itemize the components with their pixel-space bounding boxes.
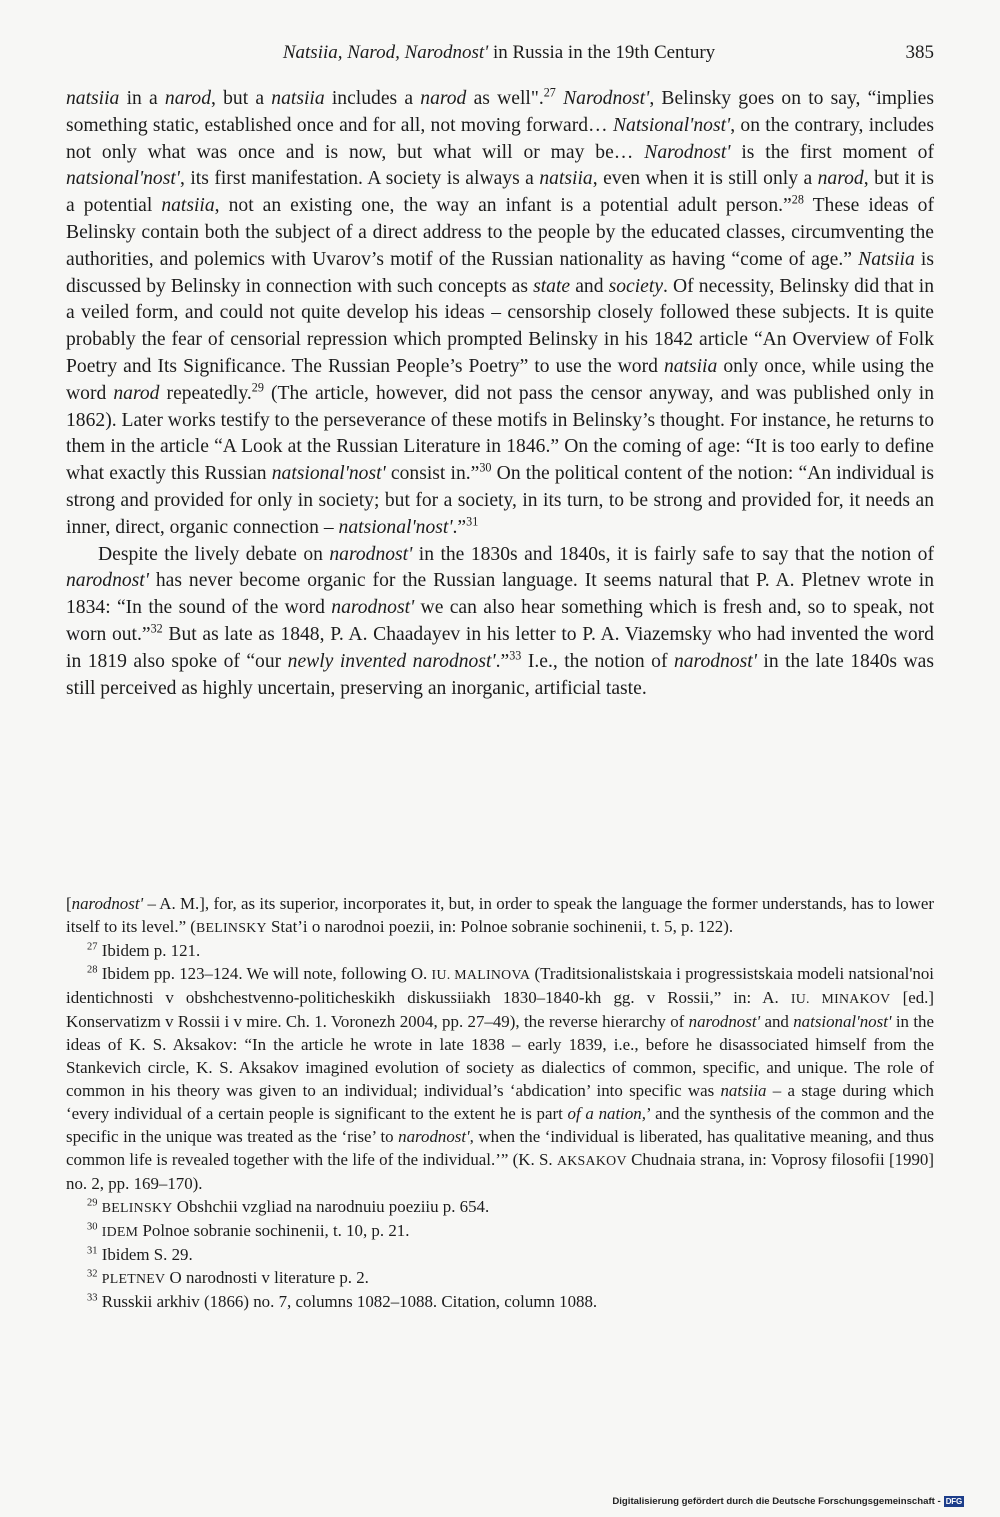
italic-term: narodnost' [66, 570, 149, 592]
digitization-credit [612, 1496, 964, 1507]
italic-term: natsional'nost' [338, 516, 453, 538]
footnote-continuation [66, 892, 934, 939]
text-run: is the first moment of [730, 141, 934, 163]
text-run: Ibidem pp. 123–124. We will note, following O. [97, 964, 432, 983]
italic-term: state [533, 275, 571, 297]
footnote-ref: 31 [466, 514, 479, 529]
text-run: , but it is a potential [66, 168, 935, 217]
italic-term: natsiia [66, 88, 120, 109]
footnote-ref: 29 [251, 380, 264, 395]
italic-term: narodnost' [673, 650, 757, 672]
running-title-rest: in Russia in the 19th Century [488, 42, 716, 63]
author-name: PLETNEV [101, 1271, 166, 1286]
italic-term: narodnost' [398, 1127, 470, 1146]
italic-term: Natsional'nost' [612, 114, 731, 136]
italic-term: narod [164, 88, 212, 109]
text-run: (The article, however, did not pass the censor anyway, and was published only in 1862). Later works testify to the perseverance of these motifs in Belinsky’s thought. For instance, he returns to them in the article “A Look at the Russian Literature in 1846.” On the coming of age: “It is too early to define what exactly this Russian [66, 382, 934, 485]
text-run: includes a [324, 88, 421, 109]
running-header [62, 40, 936, 70]
italic-term: society [608, 275, 664, 297]
italic-term: natsional'nost' [793, 1012, 892, 1031]
text-run [556, 88, 563, 109]
footnotes [66, 892, 934, 1313]
italic-term: natsiia [663, 355, 718, 377]
italic-term: natsiia [271, 88, 325, 109]
footnote-ref: 27 [87, 941, 98, 953]
text-run: in the late 1840s was still perceived as highly uncertain, preserving an inorganic, artificial taste. [66, 650, 934, 699]
text-run: consist in.” [385, 463, 480, 485]
text-run: , not an existing one, the way an infant is a potential adult person.” [214, 195, 792, 217]
text-run: . Of necessity, Belinsky did that in a veiled form, and could not quite develop his ideas – censorship closely followed these subjects. It is quite probably the fear of censorial repression which prompted Belinsky in his 1842 article “An Overview of Folk Poetry and Its Significance. The Russian People’s Poetry” to use the word [66, 275, 934, 377]
footnote-30 [66, 1219, 934, 1243]
footnote-ref: 27 [543, 85, 556, 100]
author-name: IDEM [101, 1224, 139, 1239]
italic-term: natsiia [161, 195, 215, 217]
text-run: repeatedly. [159, 382, 252, 404]
text-run: But as late as 1848, P. A. Chaadayev in his letter to P. A. Viazemsky who had invented the word in 1819 also spoke of “our [66, 623, 934, 672]
footnote-ref: 33 [87, 1292, 98, 1304]
page-number: 385 [905, 42, 934, 63]
text-run: Despite the lively debate on [98, 543, 330, 565]
footnote-29 [66, 1195, 934, 1219]
text-run: On the political content of the notion: “An individual is strong and provided for only in society; but for a society, in its turn, to be strong and provided for, it needs an inner, direct, organic connection – [66, 463, 934, 538]
paragraph [66, 542, 934, 703]
footnote-ref: 30 [87, 1221, 98, 1233]
author-name: BELINSKY [195, 920, 267, 935]
footnote-ref: 32 [150, 621, 163, 636]
footnote-27 [66, 939, 934, 962]
text-run: , its first manifestation. A society is always a [179, 168, 540, 190]
footnote-32 [66, 1266, 934, 1290]
text-run: – a stage during which ‘every individual of a certain people is significant to the extent he is part [66, 1081, 934, 1123]
text-run: as well". [466, 88, 544, 109]
text-run: .” [495, 650, 510, 672]
text-run: Ibidem p. 121. [97, 941, 201, 960]
footnote-28 [66, 962, 934, 1195]
italic-term: natsional'nost' [66, 168, 180, 190]
text-run: , but a [211, 88, 272, 109]
text-run: and [570, 275, 609, 297]
author-name: BELINSKY [101, 1200, 173, 1215]
italic-term: natsional'nost' [271, 463, 386, 485]
text-run: Chudnaia strana, in: Voprosy filosofii [1990] no. 2, pp. 169–170). [66, 1150, 934, 1193]
text-run: , Belinsky goes on to say, “implies something static, established once and for all, not moving forward… [66, 88, 935, 136]
text-run: O narodnosti v literature p. 2. [165, 1268, 369, 1287]
text-run: – A. M.], for, as its superior, incorporates it, but, in order to speak the language the former understands, has to lower itself to its level.” ( [66, 894, 934, 936]
running-title-italic: Natsiia, Narod, Narodnost' [282, 42, 489, 63]
text-run: .” [452, 516, 467, 538]
footnote-ref: 29 [87, 1197, 98, 1209]
text-run: , when the ‘individual is liberated, has qualitative meaning, and thus common life is revealed together with the life of the individual.’” (K. S. [66, 1127, 934, 1169]
text-run: we can also hear something which is fresh and, so to speak, not worn out.” [66, 597, 935, 645]
italic-term: narodnost' [329, 543, 413, 565]
text-run: These ideas of Belinsky contain both the subject of a direct address to the people by the educated classes, circumventing the authorities, and polemics with Uvarov’s motif of the Russian nationality as having “come of age.” [66, 195, 934, 270]
author-name: IU. MALINOVA [431, 967, 531, 982]
text-run: Ibidem S. 29. [97, 1245, 193, 1264]
text-run: only once, while using the word [66, 355, 934, 404]
italic-term: narodnost' [688, 1012, 761, 1031]
italic-term: narod [817, 168, 864, 190]
main-text [66, 86, 934, 702]
running-title [62, 42, 936, 64]
dfg-logo-icon: DFG [945, 1497, 962, 1506]
text-run: in a [119, 88, 165, 109]
paragraph [66, 86, 934, 542]
italic-term: narod [420, 88, 467, 109]
italic-term: natsiia [720, 1081, 767, 1100]
italic-term: of a nation, [567, 1104, 646, 1123]
italic-term: narodnost' [331, 597, 415, 619]
text-run: (Traditsionalistskaia i progressistskaia modeli natsional'noi identichnosti v obshchestvenno-politicheskikh diskussiiakh 1830–1840-kh gg. v Rossii,” in: A. [66, 964, 934, 1007]
author-name: IU. MINAKOV [790, 991, 891, 1006]
footnote-ref: 30 [479, 460, 492, 475]
text-run: ’ and the synthesis of the common and the specific in the unique was treated as the ‘rise’ to [66, 1104, 935, 1146]
credit-text: Digitalisierung gefördert durch die Deutsche Forschungsgemeinschaft - [612, 1496, 941, 1507]
text-run: Polnoe sobranie sochinenii, t. 10, p. 21. [138, 1221, 410, 1240]
text-run: Russkii arkhiv (1866) no. 7, columns 1082–1088. Citation, column 1088. [97, 1292, 598, 1311]
italic-term: natsiia [539, 168, 593, 190]
footnote-ref: 28 [87, 964, 98, 976]
footnote-ref: 31 [87, 1245, 98, 1257]
text-run: , on the contrary, includes not only what was once and is now, but what will or may be… [66, 114, 934, 163]
text-run: [ed.] Konservatizm v Rossii i v mire. Ch. 1. Voronezh 2004, pp. 27–49), the reverse hierarchy of [66, 988, 934, 1031]
text-run: in the ideas of K. S. Aksakov: “In the article he wrote in late 1838 – early 1839, i.e., before he disassociated himself from the Stankevich circle, K. S. Aksakov imagined evolution of society as dialectics of common, specific, and unique. The role of common in his theory was given to an individual; individual’s ‘abdication’ into specific was [66, 1012, 934, 1100]
text-run: [ [66, 894, 72, 913]
italic-term: Narodnost' [563, 88, 650, 109]
italic-term: narodnost' [71, 894, 144, 913]
italic-term: narod [113, 382, 160, 404]
footnote-ref: 28 [791, 192, 804, 207]
footnote-ref: 33 [509, 648, 522, 663]
text-run: Stat’i o narodnoi poezii, in: Polnoe sobranie sochinenii, t. 5, p. 122). [266, 917, 734, 936]
text-run: , even when it is still only a [592, 168, 818, 190]
text-run: Obshchii vzgliad na narodnuiu poeziiu p. 654. [172, 1197, 490, 1216]
italic-term: Narodnost' [644, 141, 731, 163]
text-run: I.e., the notion of [521, 650, 674, 672]
text-run: in the 1830s and 1840s, it is fairly safe to say that the notion of [412, 543, 934, 565]
text-run: and [760, 1012, 794, 1031]
author-name: AKSAKOV [556, 1153, 627, 1168]
text-run: has never become organic for the Russian language. It seems natural that P. A. Pletnev wrote in 1834: “In the sound of the word [66, 570, 934, 619]
footnote-33 [66, 1290, 934, 1313]
footnote-31 [66, 1243, 934, 1266]
footnote-ref: 32 [87, 1268, 98, 1280]
text-run: is discussed by Belinsky in connection with such concepts as [66, 248, 934, 297]
italic-term: newly invented narodnost' [287, 650, 496, 672]
italic-term: Natsiia [858, 248, 915, 270]
